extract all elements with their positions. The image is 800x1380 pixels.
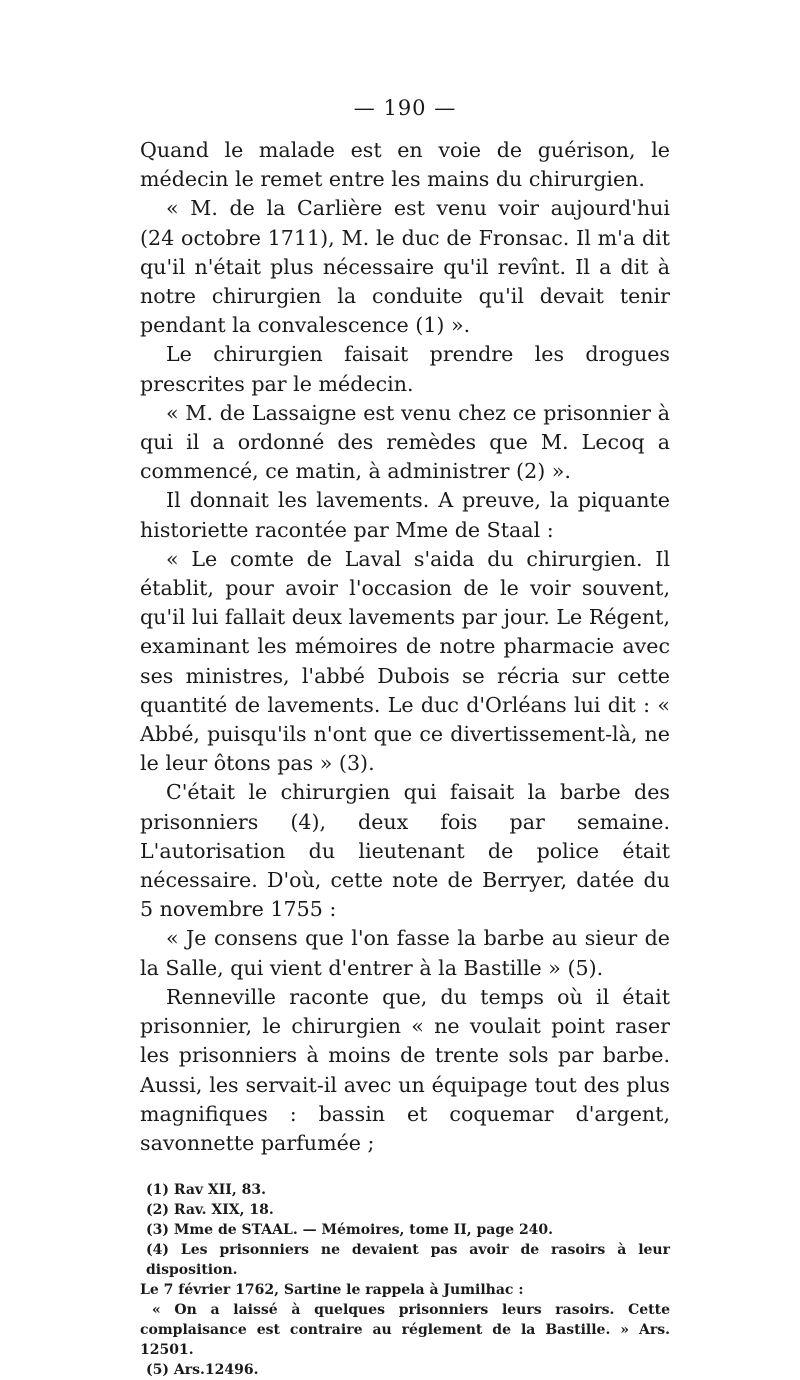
paragraph: Il donnait les lavements. A preuve, la piquante historiette racontée par Mme de Staal : (140, 488, 670, 542)
footnote: (3) Mme de STAAL. — Mémoires, tome II, page 240. (146, 1222, 554, 1239)
body-text (140, 136, 670, 1158)
paragraph: Le chirurgien faisait prendre les drogues prescrites par le médecin. (140, 342, 670, 396)
paragraph: « M. de Lassaigne est venu chez ce prisonnier à qui il a ordonné des remèdes que M. Lecoq a commencé, ce matin, à administrer (2) ». (140, 400, 670, 484)
footnote: (1) Rav XII, 83. (146, 1182, 266, 1199)
footnote-quote: « On a laissé à quelques prisonniers leurs rasoirs. Cette complaisance est contraire au réglement de la Bastille. » Ars. 12501. (140, 1302, 670, 1359)
footnote: (5) Ars.12496. (146, 1362, 259, 1379)
paragraph: « M. de la Carlière est venu voir aujourd'hui (24 octobre 1711), M. le duc de Fronsac. Il m'a dit qu'il n'était plus nécessaire qu'il revînt. Il a dit à notre chirurgien la conduite qu'il devait tenir pendant la convalescence (1) ». (140, 196, 670, 338)
footnote-continuation: Le 7 février 1762, Sartine le rappela à Jumilhac : (140, 1282, 524, 1299)
book-page (140, 96, 670, 1380)
footnotes (140, 1180, 670, 1380)
paragraph: Renneville raconte que, du temps où il était prisonnier, le chirurgien « ne voulait point raser les prisonniers à moins de trente sols par barbe. Aussi, les servait-il avec un équipage tout des plus magnifiques : bassin et coquemar d'argent, savonnette parfumée ; (140, 984, 670, 1155)
paragraph: « Le comte de Laval s'aida du chirurgien. Il établit, pour avoir l'occasion de le voir souvent, qu'il lui fallait deux lavements par jour. Le Régent, examinant les mémoires de notre pharmacie avec ses ministres, l'abbé Dubois se récria sur cette quantité de lavements. Le duc d'Orléans lui dit : « Abbé, puisqu'ils n'ont que ce divertissement-là, ne le leur ôtons pas » (3). (140, 546, 670, 776)
footnote: (4) Les prisonniers ne devaient pas avoir de rasoirs à leur disposition. (146, 1242, 670, 1279)
page-number: — 190 — (353, 96, 457, 120)
paragraph: Quand le malade est en voie de guérison, le médecin le remet entre les mains du chirurgien. (140, 138, 670, 192)
paragraph: C'était le chirurgien qui faisait la barbe des prisonniers (4), deux fois par semaine. L'autorisation du lieutenant de police était nécessaire. D'où, cette note de Berryer, datée du 5 novembre 1755 : (140, 780, 670, 922)
footnote: (2) Rav. XIX, 18. (146, 1202, 274, 1219)
paragraph: « Je consens que l'on fasse la barbe au sieur de la Salle, qui vient d'entrer à la Bastille » (5). (140, 926, 670, 980)
